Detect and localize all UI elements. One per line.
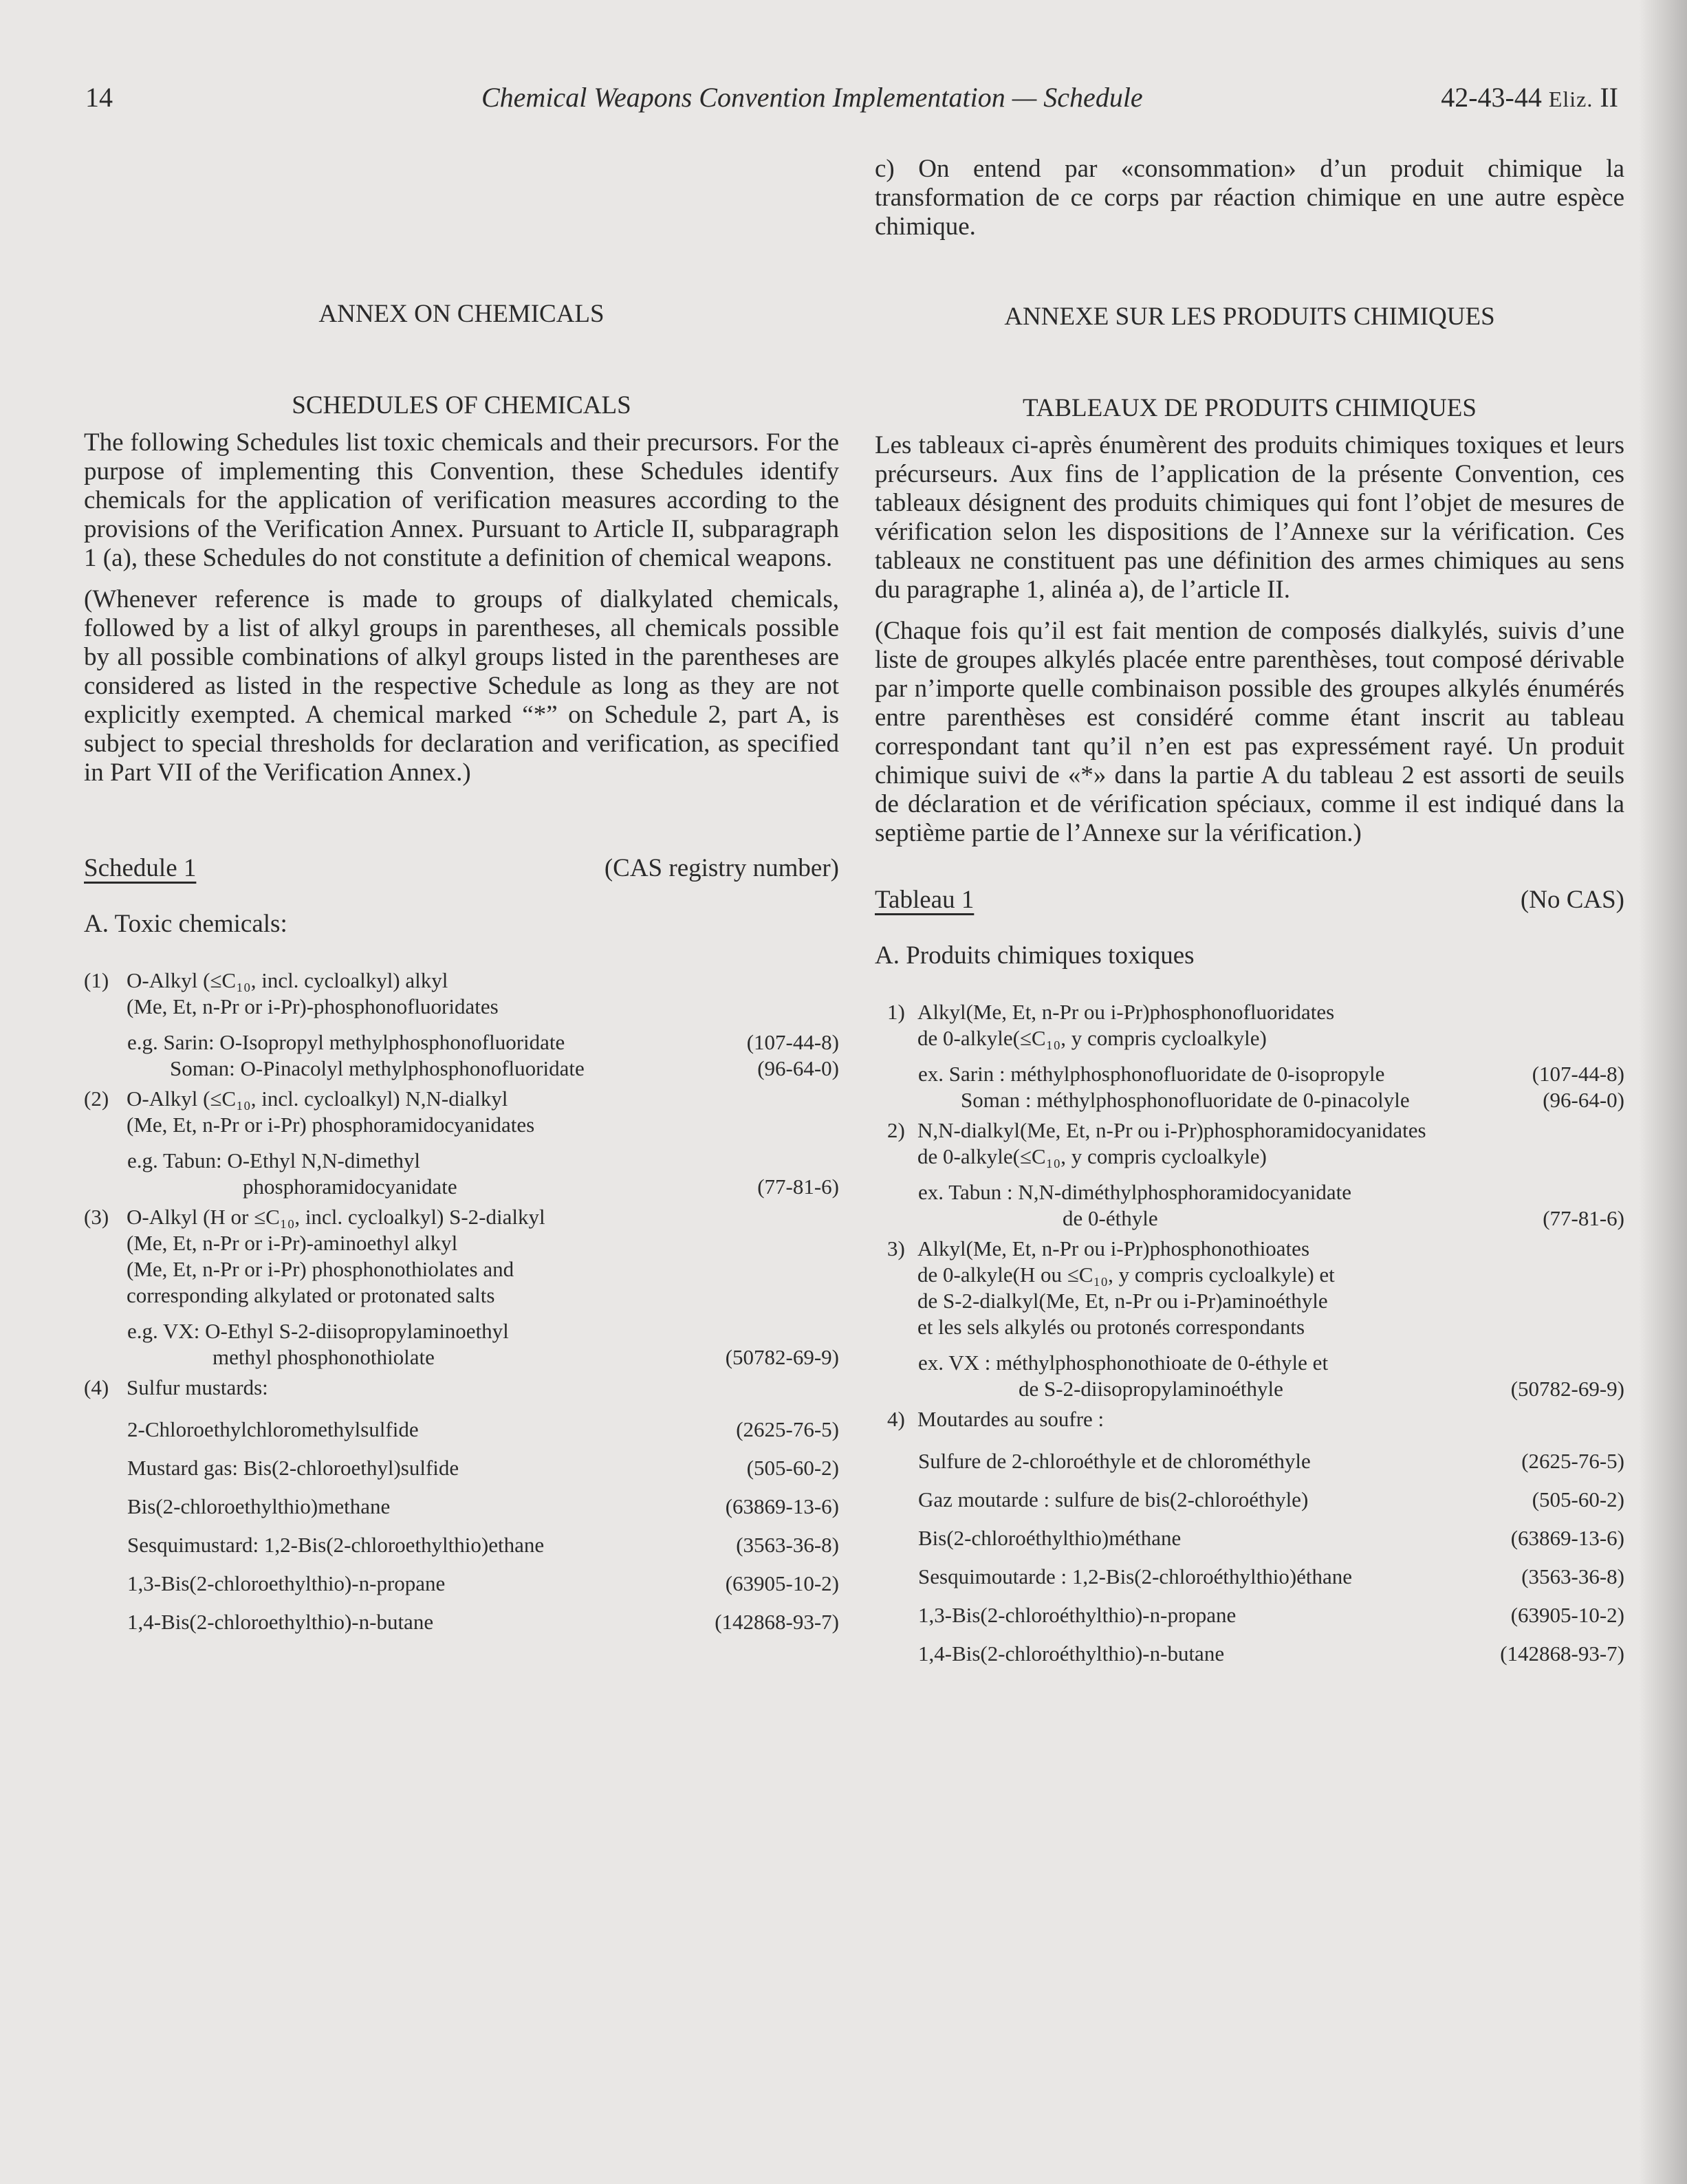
tables-heading-fr: TABLEAUX DE PRODUITS CHIMIQUES xyxy=(1023,394,1477,422)
schedule-label: Schedule 1 xyxy=(84,854,197,882)
list-item: (1) O-Alkyl (≤C₁₀, incl. cycloalkyl) alkyl (Me, Et, n-Pr or i-Pr)-phosphonofluoridates xyxy=(84,968,499,1018)
schedule-heading-row xyxy=(84,853,839,883)
example-row: ex. Sarin : méthylphosphonofluoridate de 0-isopropyle (107-44-8) xyxy=(918,1062,1624,1086)
mustard-row: 1,4-Bis(2-chloroéthylthio)-n-butane (142868-93-7) xyxy=(918,1641,1624,1666)
mustard-row: 1,3-Bis(2-chloroéthylthio)-n-propane (63905-10-2) xyxy=(918,1603,1624,1627)
list-item: 4) Moutardes au soufre : xyxy=(887,1407,1104,1431)
intro-paragraph: The following Schedules list toxic chemicals and their precursors. For the purpose of implementing this Convention, these Schedules identify chemicals for the application of verification measures according to the provisions of the Verification Annex. Pursuant to Article II, subparagraph 1 (a), these Schedules do not constitute a definition of chemical weapons. xyxy=(84,428,839,572)
example-block: ex. VX : méthylphosphonothioate de 0-éthyle et de S-2-diisopropylaminoéthyle (50782-69-9) xyxy=(875,1350,1624,1402)
mustard-row: Gaz moutarde : sulfure de bis(2-chloroéthyle) (505-60-2) xyxy=(918,1487,1624,1511)
list-item: (4) Sulfur mustards: xyxy=(84,1375,268,1399)
example-block: e.g. VX: O-Ethyl S-2-diisopropylaminoethyl methyl phosphonothiolate (50782-69-9) xyxy=(84,1318,839,1371)
list-item: 2) N,N-dialkyl(Me, Et, n-Pr ou i-Pr)phosphoramidocyanidates de 0-alkyle(≤C₁₀, y compris cycloalkyle) xyxy=(887,1118,1426,1168)
example-row: Soman: O-Pinacolyl methylphosphonofluoridate (96-64-0) xyxy=(170,1056,839,1080)
mustard-row: Sulfure de 2-chloroéthyle et de chlorométhyle (2625-76-5) xyxy=(918,1449,1624,1473)
schedule-label-fr: Tableau 1 xyxy=(875,886,975,914)
example-block xyxy=(84,1029,839,1082)
schedules-heading: SCHEDULES OF CHEMICALS xyxy=(292,391,631,419)
page-number: 14 xyxy=(85,82,113,113)
english-column xyxy=(84,155,839,1641)
example-row: phosphoramidocyanidate (77-81-6) xyxy=(243,1175,839,1199)
cas-column-label: (CAS registry number) xyxy=(604,854,839,882)
french-column xyxy=(875,155,1624,1673)
part-a-heading: A. Toxic chemicals: xyxy=(84,910,287,938)
schedule-heading-row-fr xyxy=(875,885,1624,915)
consumption-definition: c) On entend par «consommation» d’un produit chimique la transformation de ce corps par réaction chimique en une autre espèce chimique. xyxy=(875,155,1624,241)
example-block: ex. Tabun : N,N-diméthylphosphoramidocyanidate de 0-éthyle (77-81-6) xyxy=(875,1179,1624,1232)
mustard-row: Bis(2-chloroethylthio)methane (63869-13-6) xyxy=(127,1494,839,1518)
list-item: (3) O-Alkyl (H or ≤C₁₀, incl. cycloalkyl) S-2-dialkyl (Me, Et, n-Pr or i-Pr)-aminoethyl alkyl (Me, Et, n-Pr or i-Pr) phosphonothiolates and corresponding alkylated or protonated salts xyxy=(84,1205,545,1307)
annex-heading-fr: ANNEXE SUR LES PRODUITS CHIMIQUES xyxy=(1004,303,1495,331)
schedule-list xyxy=(84,968,839,1641)
list-item: 1) Alkyl(Me, Et, n-Pr ou i-Pr)phosphonofluoridates de 0-alkyle(≤C₁₀, y compris cycloalkyle) xyxy=(887,1000,1335,1050)
page-binding-shadow xyxy=(1639,0,1687,2184)
mustard-list xyxy=(84,1410,839,1641)
example-block xyxy=(875,1061,1624,1113)
mustard-row: 1,3-Bis(2-chloroethylthio)-n-propane (63905-10-2) xyxy=(127,1571,839,1595)
mustard-row: 2-Chloroethylchloromethylsulfide (2625-76-5) xyxy=(127,1417,839,1441)
example-row: de 0-éthyle (77-81-6) xyxy=(1063,1206,1624,1230)
schedule-list-fr xyxy=(875,999,1624,1673)
mustard-row: Sesquimoutarde : 1,2-Bis(2-chloroéthylthio)éthane (3563-36-8) xyxy=(918,1564,1624,1588)
cas-column-label-fr: (No CAS) xyxy=(1520,886,1624,914)
annex-heading: ANNEX ON CHEMICALS xyxy=(318,300,605,328)
example-row: methyl phosphonothiolate (50782-69-9) xyxy=(213,1345,839,1369)
mustard-list-fr xyxy=(875,1442,1624,1673)
list-item: (2) O-Alkyl (≤C₁₀, incl. cycloalkyl) N,N-dialkyl (Me, Et, n-Pr or i-Pr) phosphoramidocyanidates xyxy=(84,1086,535,1137)
example-block: e.g. Tabun: O-Ethyl N,N-dimethyl phosphoramidocyanidate (77-81-6) xyxy=(84,1148,839,1200)
mustard-row: Sesquimustard: 1,2-Bis(2-chloroethylthio)ethane (3563-36-8) xyxy=(127,1533,839,1557)
volume-reference: 42-43-44 Eliz. II xyxy=(1441,82,1618,113)
dialkyl-note-paragraph-fr: (Chaque fois qu’il est fait mention de composés dialkylés, suivis d’une liste de groupes alkylés placée entre parenthèses, tout composé dérivable par n’importe quelle combinaison possible des groupes alkylés énumérés entre parenthèses est considéré comme étant inscrit au tableau correspondant tant qu’il n’en est pas expressément rayé. Un produit chimique suivi de «*» dans la partie A du tableau 2 est assorti de seuils de déclaration et de vérification spéciaux, comme il est indiqué dans la septième partie de l’Annexe sur la vérification.) xyxy=(875,617,1624,847)
running-title: Chemical Weapons Convention Implementation — Schedule xyxy=(481,82,1143,113)
dialkyl-note-paragraph: (Whenever reference is made to groups of dialkylated chemicals, followed by a list of alkyl groups in parentheses, all chemicals possible by all possible combinations of alkyl groups listed in the parentheses are considered as listed in the respective Schedule as long as they are not explicitly exempted. A chemical marked “*” on Schedule 2, part A, is subject to special thresholds for declaration and verification, as specified in Part VII of the Verification Annex.) xyxy=(84,585,839,787)
example-row: Soman : méthylphosphonofluoridate de 0-pinacolyle (96-64-0) xyxy=(961,1088,1624,1112)
part-a-heading-fr: A. Produits chimiques toxiques xyxy=(875,941,1195,970)
mustard-row: 1,4-Bis(2-chloroethylthio)-n-butane (142868-93-7) xyxy=(127,1610,839,1634)
example-row: e.g. Sarin: O-Isopropyl methylphosphonofluoridate (107-44-8) xyxy=(127,1030,839,1054)
example-row: de S-2-diisopropylaminoéthyle (50782-69-9) xyxy=(1019,1377,1624,1401)
mustard-row: Mustard gas: Bis(2-chloroethyl)sulfide (505-60-2) xyxy=(127,1456,839,1480)
intro-paragraph-fr: Les tableaux ci-après énumèrent des produits chimiques toxiques et leurs précurseurs. Aux fins de l’application de la présente Convention, ces tableaux désignent des produits chimiques qui font l’objet de mesures de vérification selon les dispositions de l’Annexe sur la vérification. Ces tableaux ne constituent pas une définition des armes chimiques au sens du paragraphe 1, alinéa a), de l’article II. xyxy=(875,431,1624,604)
list-item: 3) Alkyl(Me, Et, n-Pr ou i-Pr)phosphonothioates de 0-alkyle(H ou ≤C₁₀, y compris cycloalkyle) et de S-2-dialkyl(Me, Et, n-Pr ou i-Pr)aminoéthyle et les sels alkylés ou protonés correspondants xyxy=(887,1236,1335,1339)
mustard-row: Bis(2-chloroéthylthio)méthane (63869-13-6) xyxy=(918,1526,1624,1550)
